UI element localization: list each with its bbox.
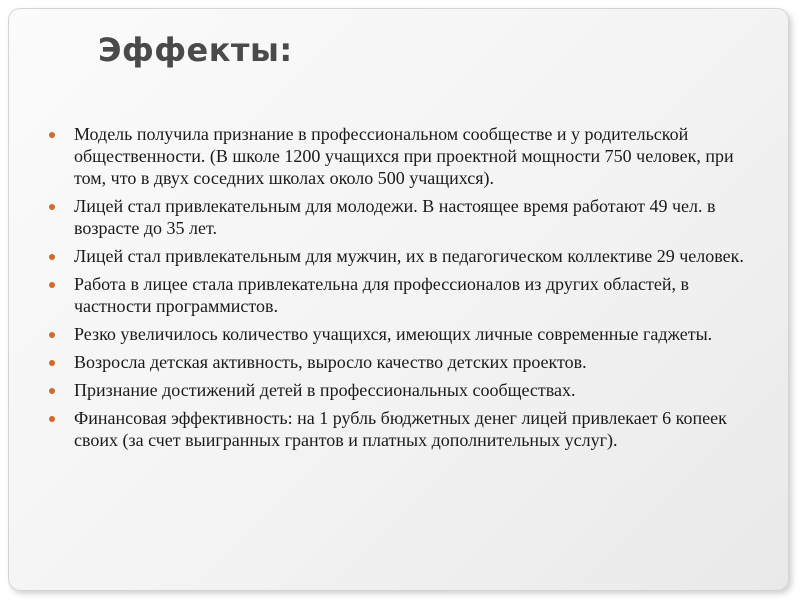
bullet-list — [44, 123, 744, 457]
bullet-text: Признание достижений детей в профессиональных сообществах. — [74, 380, 576, 400]
list-item — [44, 245, 744, 267]
slide-title: Эффекты: — [98, 31, 293, 69]
bullet-text: Резко увеличилось количество учащихся, имеющих личные современные гаджеты. — [74, 324, 713, 344]
bullet-dot-icon — [49, 282, 55, 288]
bullet-dot-icon — [49, 360, 55, 366]
bullet-dot-icon — [49, 132, 55, 138]
bullet-dot-icon — [49, 204, 55, 210]
slide-frame — [8, 8, 789, 591]
list-item — [44, 123, 744, 189]
bullet-text: Возросла детская активность, выросло качество детских проектов. — [74, 352, 587, 372]
bullet-text: Финансовая эффективность: на 1 рубль бюджетных денег лицей привлекает 6 копеек своих (за счет выигранных грантов и платных дополнительных услуг). — [74, 408, 727, 450]
bullet-dot-icon — [49, 416, 55, 422]
bullet-text: Лицей стал привлекательным для молодежи. В настоящее время работают 49 чел. в возрасте до 35 лет. — [74, 196, 716, 238]
bullet-dot-icon — [49, 332, 55, 338]
list-item — [44, 407, 744, 451]
list-item — [44, 323, 744, 345]
list-item — [44, 273, 744, 317]
bullet-text: Модель получила признание в профессиональном сообществе и у родительской общественности. (В школе 1200 учащихся при проектной мощности 750 человек, при том, что в двух соседних школах около 500 учащихся). — [74, 124, 734, 188]
list-item — [44, 351, 744, 373]
bullet-text: Работа в лицее стала привлекательна для профессионалов из других областей, в частности программистов. — [74, 274, 689, 316]
bullet-dot-icon — [49, 254, 55, 260]
list-item — [44, 195, 744, 239]
bullet-dot-icon — [49, 388, 55, 394]
bullet-text: Лицей стал привлекательным для мужчин, их в педагогическом коллективе 29 человек. — [74, 246, 744, 266]
list-item — [44, 379, 744, 401]
